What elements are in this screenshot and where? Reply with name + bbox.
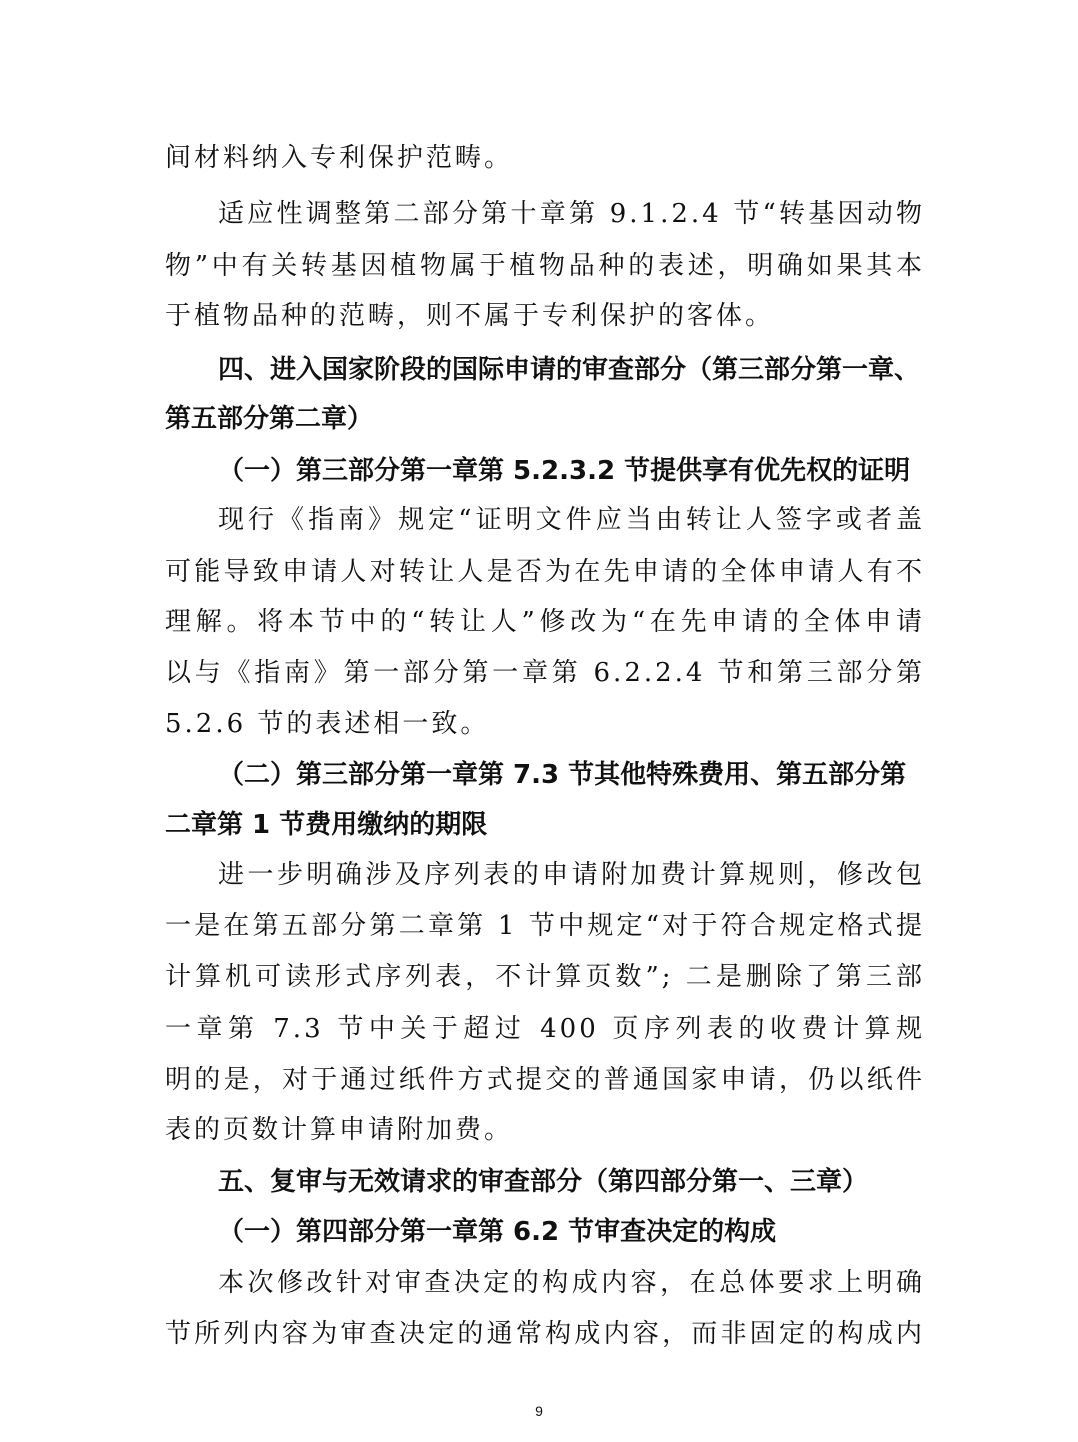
paragraph-line: 5.2.6 节的表述相一致。 — [165, 709, 490, 739]
paragraph-line: 可能导致申请人对转让人是否为在先申请的全体申请人有不 — [165, 557, 925, 587]
paragraph-line: 计算机可读形式序列表，不计算页数”; 二是删除了第三部 — [165, 962, 925, 992]
section-heading: 五、复审与无效请求的审查部分（第四部分第一、三章） — [218, 1167, 869, 1197]
paragraph-line: 适应性调整第二部分第十章第 9.1.2.4 节“转基因动物 — [218, 199, 925, 229]
paragraph-line: 本次修改针对审查决定的构成内容，在总体要求上明确 — [218, 1268, 925, 1298]
paragraph-line: 表的页数计算申请附加费。 — [165, 1115, 514, 1145]
subsection-heading: 二章第 1 节费用缴纳的期限 — [165, 810, 488, 840]
paragraph-line: 间材料纳入专利保护范畴。 — [165, 143, 514, 173]
paragraph-line: 于植物品种的范畴，则不属于专利保护的客体。 — [165, 301, 775, 331]
paragraph-line: 明的是，对于通过纸件方式提交的普通国家申请，仍以纸件 — [165, 1065, 925, 1095]
subsection-heading: （一）第三部分第一章第 5.2.3.2 节提供享有优先权的证明 — [218, 456, 911, 486]
paragraph-line: 节所列内容为审查决定的通常构成内容，而非固定的构成内 — [165, 1319, 925, 1349]
section-heading: 四、进入国家阶段的国际申请的审查部分（第三部分第一章、 — [218, 355, 921, 385]
paragraph-line: 现行《指南》规定“证明文件应当由转让人签字或者盖 — [218, 505, 925, 535]
subsection-heading: （一）第四部分第一章第 6.2 节审查决定的构成 — [218, 1217, 777, 1247]
section-heading: 第五部分第二章） — [165, 404, 374, 434]
subsection-heading: （二）第三部分第一章第 7.3 节其他特殊费用、第五部分第 — [218, 760, 907, 790]
paragraph-line: 理解。将本节中的“转让人”修改为“在先申请的全体申请 — [165, 607, 925, 637]
paragraph-line: 一是在第五部分第二章第 1 节中规定“对于符合规定格式提 — [165, 911, 925, 941]
paragraph-line: 一章第 7.3 节中关于超过 400 页序列表的收费计算规 — [165, 1014, 925, 1044]
page-number: 9 — [535, 1403, 543, 1419]
paragraph-line: 以与《指南》第一部分第一章第 6.2.2.4 节和第三部分第 — [165, 658, 925, 688]
paragraph-line: 物”中有关转基因植物属于植物品种的表述，明确如果其本 — [165, 251, 925, 281]
paragraph-line: 进一步明确涉及序列表的申请附加费计算规则，修改包 — [218, 860, 925, 890]
